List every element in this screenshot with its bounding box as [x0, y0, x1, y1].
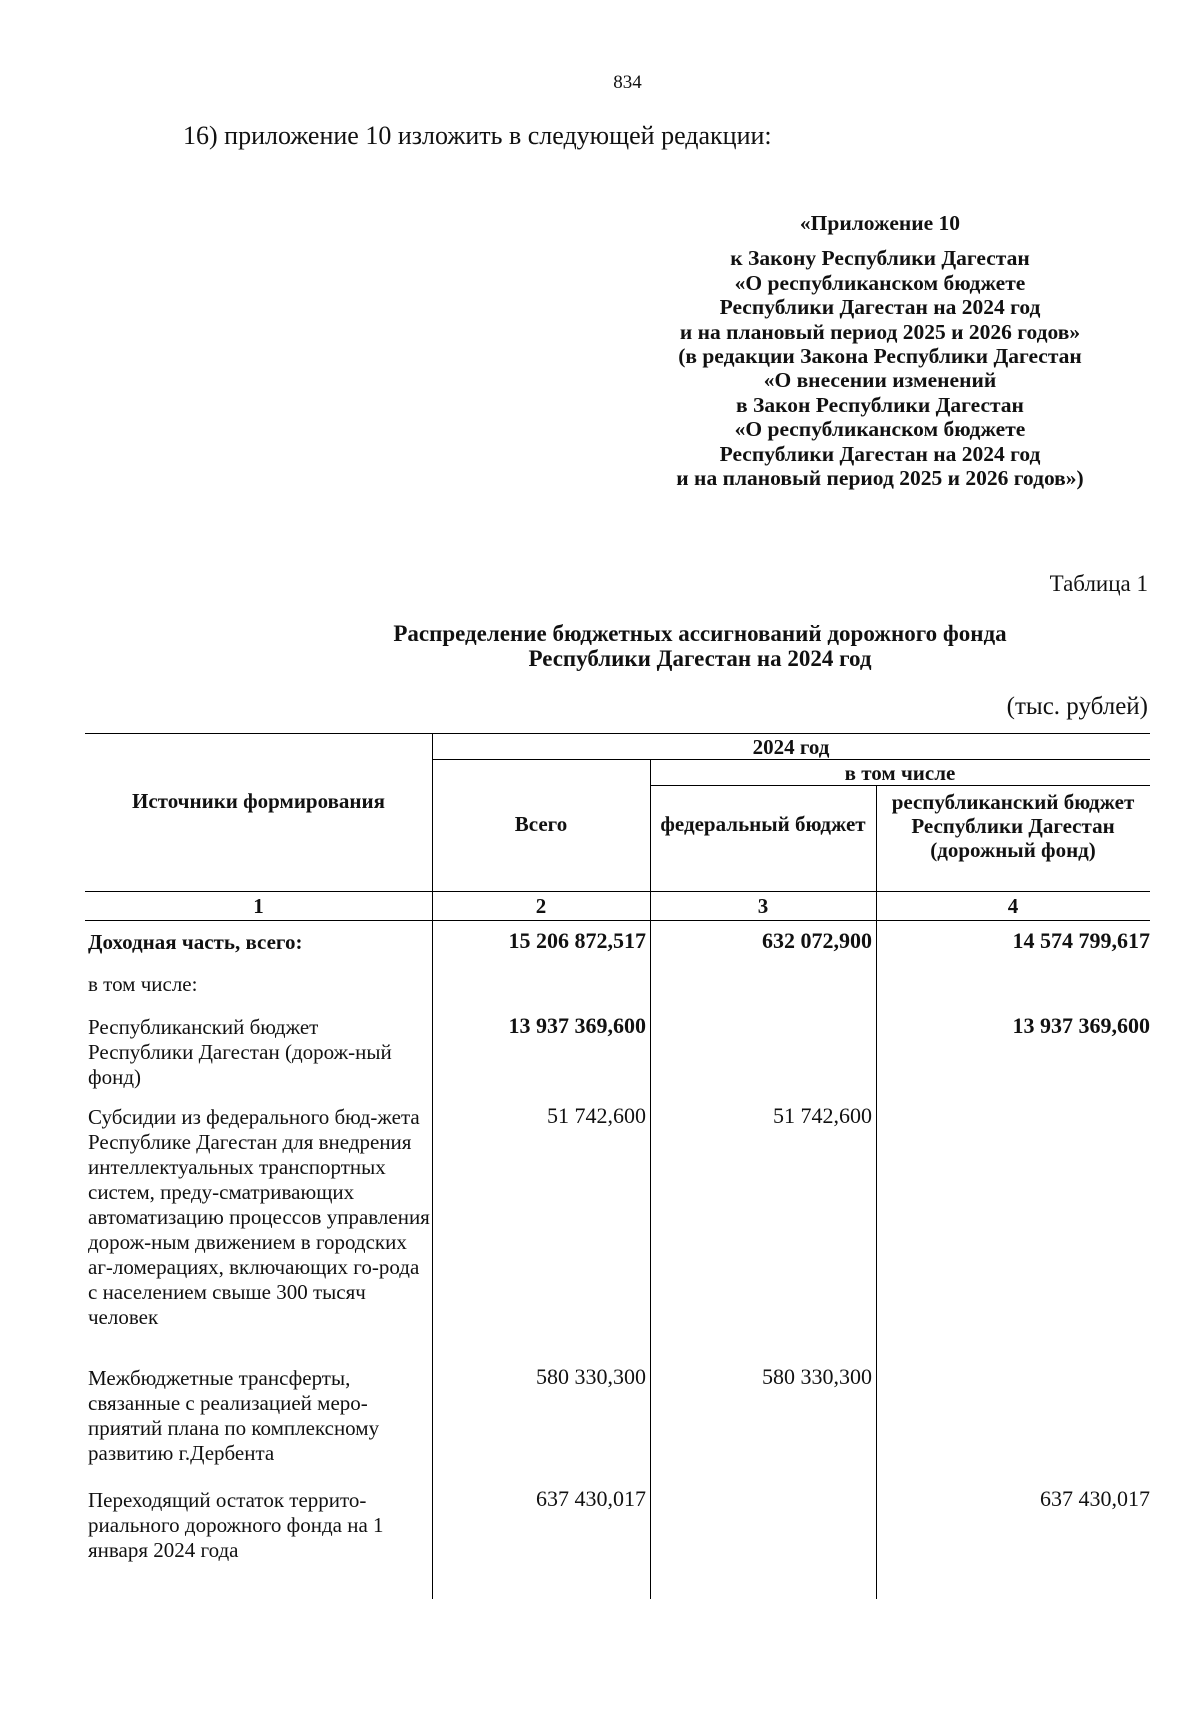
appendix-heading: [600, 211, 1160, 490]
row-label: Доходная часть, всего:: [88, 930, 303, 954]
table-title-line: Республики Дагестан на 2024 год: [528, 646, 872, 671]
intro-text: 16) приложение 10 изложить в следующей редакции:: [183, 121, 772, 150]
row-total: 580 330,300: [536, 1364, 646, 1389]
appendix-title: «Приложение 10: [799, 211, 961, 235]
header-sources: Источники формирования: [132, 789, 385, 813]
table-number: Таблица 1: [1049, 571, 1148, 596]
table-top-border: [85, 733, 1150, 734]
appendix-line: «О республиканском бюджете: [734, 270, 1026, 295]
header-federal: федеральный бюджет: [660, 812, 866, 836]
row-label: в том числе:: [88, 972, 198, 996]
row-total: 15 206 872,517: [508, 928, 646, 953]
row-label: Субсидии из федерального бюд-жета Республике Дагестан для внедрения интеллектуальных транспортных систем, преду-сматривающих автоматизацию процессов управления дорож-ным движением в городских аг-ломерациях, включающих го-рода с населением свыше 300 тысяч человек: [88, 1105, 430, 1329]
column-number: 1: [253, 894, 264, 918]
header-rule: [650, 785, 1150, 786]
header-rule: [85, 891, 1150, 892]
row-label: Межбюджетные трансферты, связанные с реализацией меро-приятий плана по комплексному развитию г.Дербента: [88, 1366, 380, 1465]
appendix-line: в Закон Республики Дагестан: [736, 392, 1024, 417]
column-divider: [650, 759, 651, 1599]
row-total: 637 430,017: [536, 1486, 646, 1511]
row-federal: 580 330,300: [762, 1364, 872, 1389]
appendix-line: и на плановый период 2025 и 2026 годов»): [676, 466, 1084, 491]
unit-label: (тыс. рублей): [1006, 693, 1148, 720]
header-rule: [85, 920, 1150, 921]
appendix-line: «О республиканском бюджете: [734, 417, 1026, 442]
header-including: в том числе: [844, 761, 956, 785]
row-label: Республиканский бюджет Республики Дагестан (дорож-ный фонд): [88, 1015, 392, 1089]
header-year: 2024 год: [752, 735, 830, 759]
appendix-line: Республики Дагестан на 2024 год: [719, 441, 1041, 466]
column-number: 2: [535, 894, 547, 918]
row-total: 51 742,600: [547, 1103, 646, 1128]
row-federal: 51 742,600: [773, 1103, 872, 1128]
page-number: 834: [613, 72, 642, 93]
row-republic: 14 574 799,617: [1012, 928, 1150, 953]
row-total: 13 937 369,600: [508, 1013, 646, 1038]
row-label: Переходящий остаток террито-риального дорожного фонда на 1 января 2024 года: [88, 1488, 384, 1562]
appendix-line: Республики Дагестан на 2024 год: [719, 295, 1041, 320]
row-federal: 632 072,900: [762, 928, 872, 953]
appendix-line: и на плановый период 2025 и 2026 годов»: [679, 319, 1081, 344]
header-rule: [432, 759, 1150, 760]
table-title: [200, 621, 1200, 671]
appendix-line: к Закону Республики Дагестан: [730, 246, 1030, 271]
row-republic: 637 430,017: [1040, 1486, 1150, 1511]
header-republic: республиканский бюджет Республики Дагестан (дорожный фонд): [891, 790, 1135, 862]
table-title-line: Распределение бюджетных ассигнований дорожного фонда: [393, 621, 1007, 646]
header-total: Всего: [514, 812, 568, 836]
appendix-line: (в редакции Закона Республики Дагестан: [678, 344, 1082, 369]
row-republic: 13 937 369,600: [1012, 1013, 1150, 1038]
column-number: 3: [757, 894, 769, 918]
appendix-line: «О внесении изменений: [763, 368, 997, 393]
column-number: 4: [1007, 894, 1019, 918]
